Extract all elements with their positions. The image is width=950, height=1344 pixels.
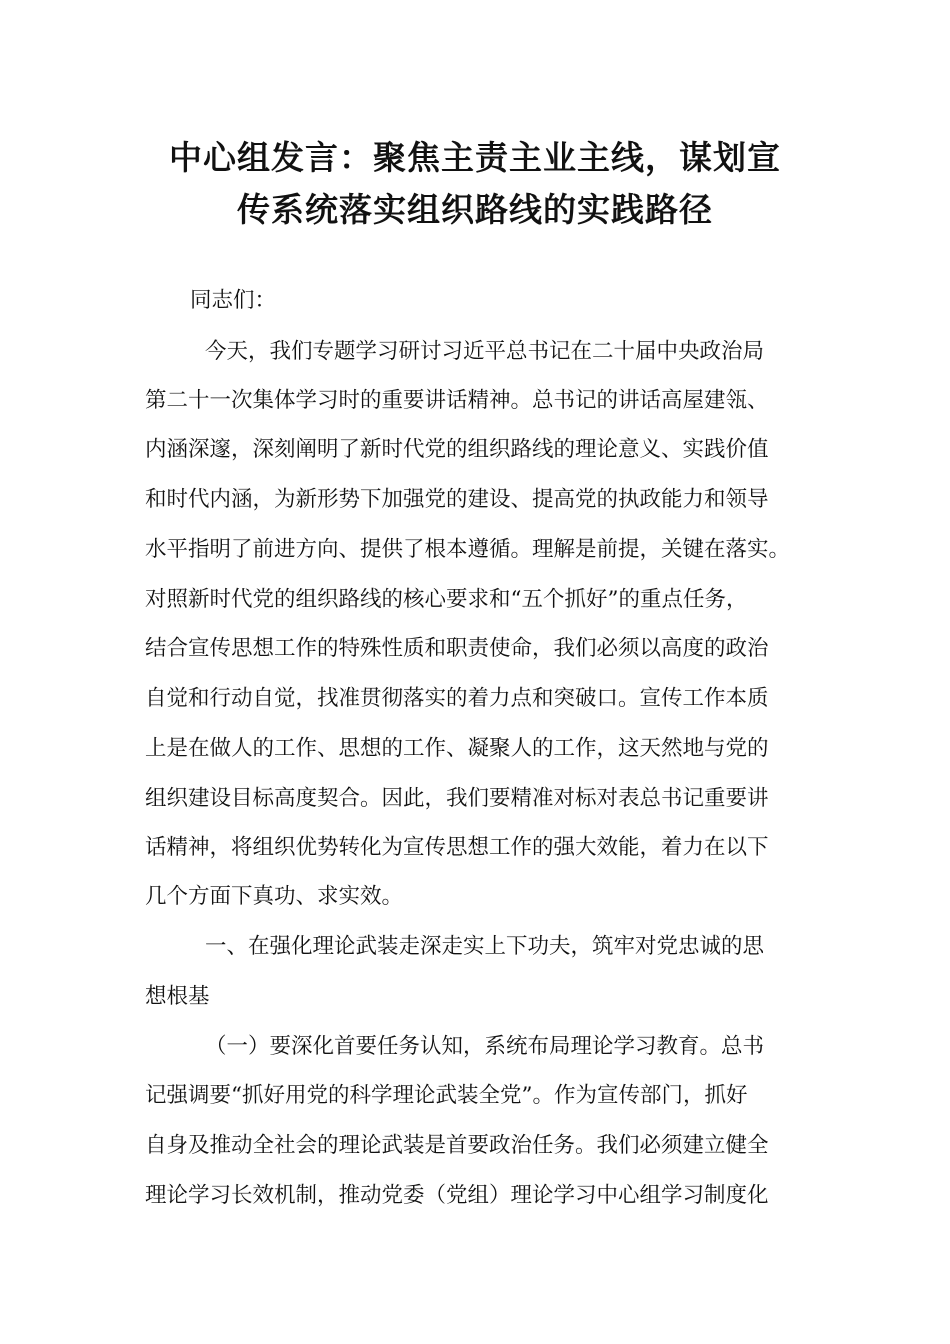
paragraph-line: 对照新时代党的组织路线的核心要求和“五个抓好”的重点任务， <box>145 587 748 612</box>
subsection-line: 自身及推动全社会的理论武装是首要政治任务。我们必须建立健全 <box>145 1133 769 1158</box>
paragraph-line: 组织建设目标高度契合。因此，我们要精准对标对表总书记重要讲 <box>145 786 769 811</box>
paragraph-line: 自觉和行动自觉，找准贯彻落实的着力点和突破口。宣传工作本质 <box>145 686 769 711</box>
subsection-line: 记强调要“抓好用党的科学理论武装全党”。作为宣传部门，抓好 <box>145 1083 748 1108</box>
subsection-line: 理论学习长效机制，推动党委（党组）理论学习中心组学习制度化 <box>145 1183 769 1208</box>
paragraph-line: 水平指明了前进方向、提供了根本遵循。理解是前提，关键在落实。 <box>145 537 791 562</box>
section-heading-line: 想根基 <box>145 984 210 1009</box>
subsection-line: （一）要深化首要任务认知，系统布局理论学习教育。总书 <box>205 1034 765 1059</box>
paragraph-line: 上是在做人的工作、思想的工作、凝聚人的工作，这天然地与党的 <box>145 736 769 761</box>
document-title-line-1: 中心组发言：聚焦主责主业主线，谋划宣 <box>169 138 781 177</box>
paragraph-line: 话精神，将组织优势转化为宣传思想工作的强大效能，着力在以下 <box>145 835 769 860</box>
section-heading-line: 一、在强化理论武装走深走实上下功夫，筑牢对党忠诚的思 <box>205 934 765 959</box>
greeting: 同志们： <box>190 288 277 313</box>
paragraph-line: 和时代内涵，为新形势下加强党的建设、提高党的执政能力和领导 <box>145 487 769 512</box>
paragraph-line: 第二十一次集体学习时的重要讲话精神。总书记的讲话高屋建瓴、 <box>145 388 769 413</box>
document-title-line-2: 传系统落实组织路线的实践路径 <box>237 190 713 229</box>
paragraph-line: 今天，我们专题学习研讨习近平总书记在二十届中央政治局 <box>205 339 765 364</box>
paragraph-line: 结合宣传思想工作的特殊性质和职责使命，我们必须以高度的政治 <box>145 636 769 661</box>
paragraph-line: 内涵深邃，深刻阐明了新时代党的组织路线的理论意义、实践价值 <box>145 437 769 462</box>
paragraph-line: 几个方面下真功、求实效。 <box>145 884 404 909</box>
